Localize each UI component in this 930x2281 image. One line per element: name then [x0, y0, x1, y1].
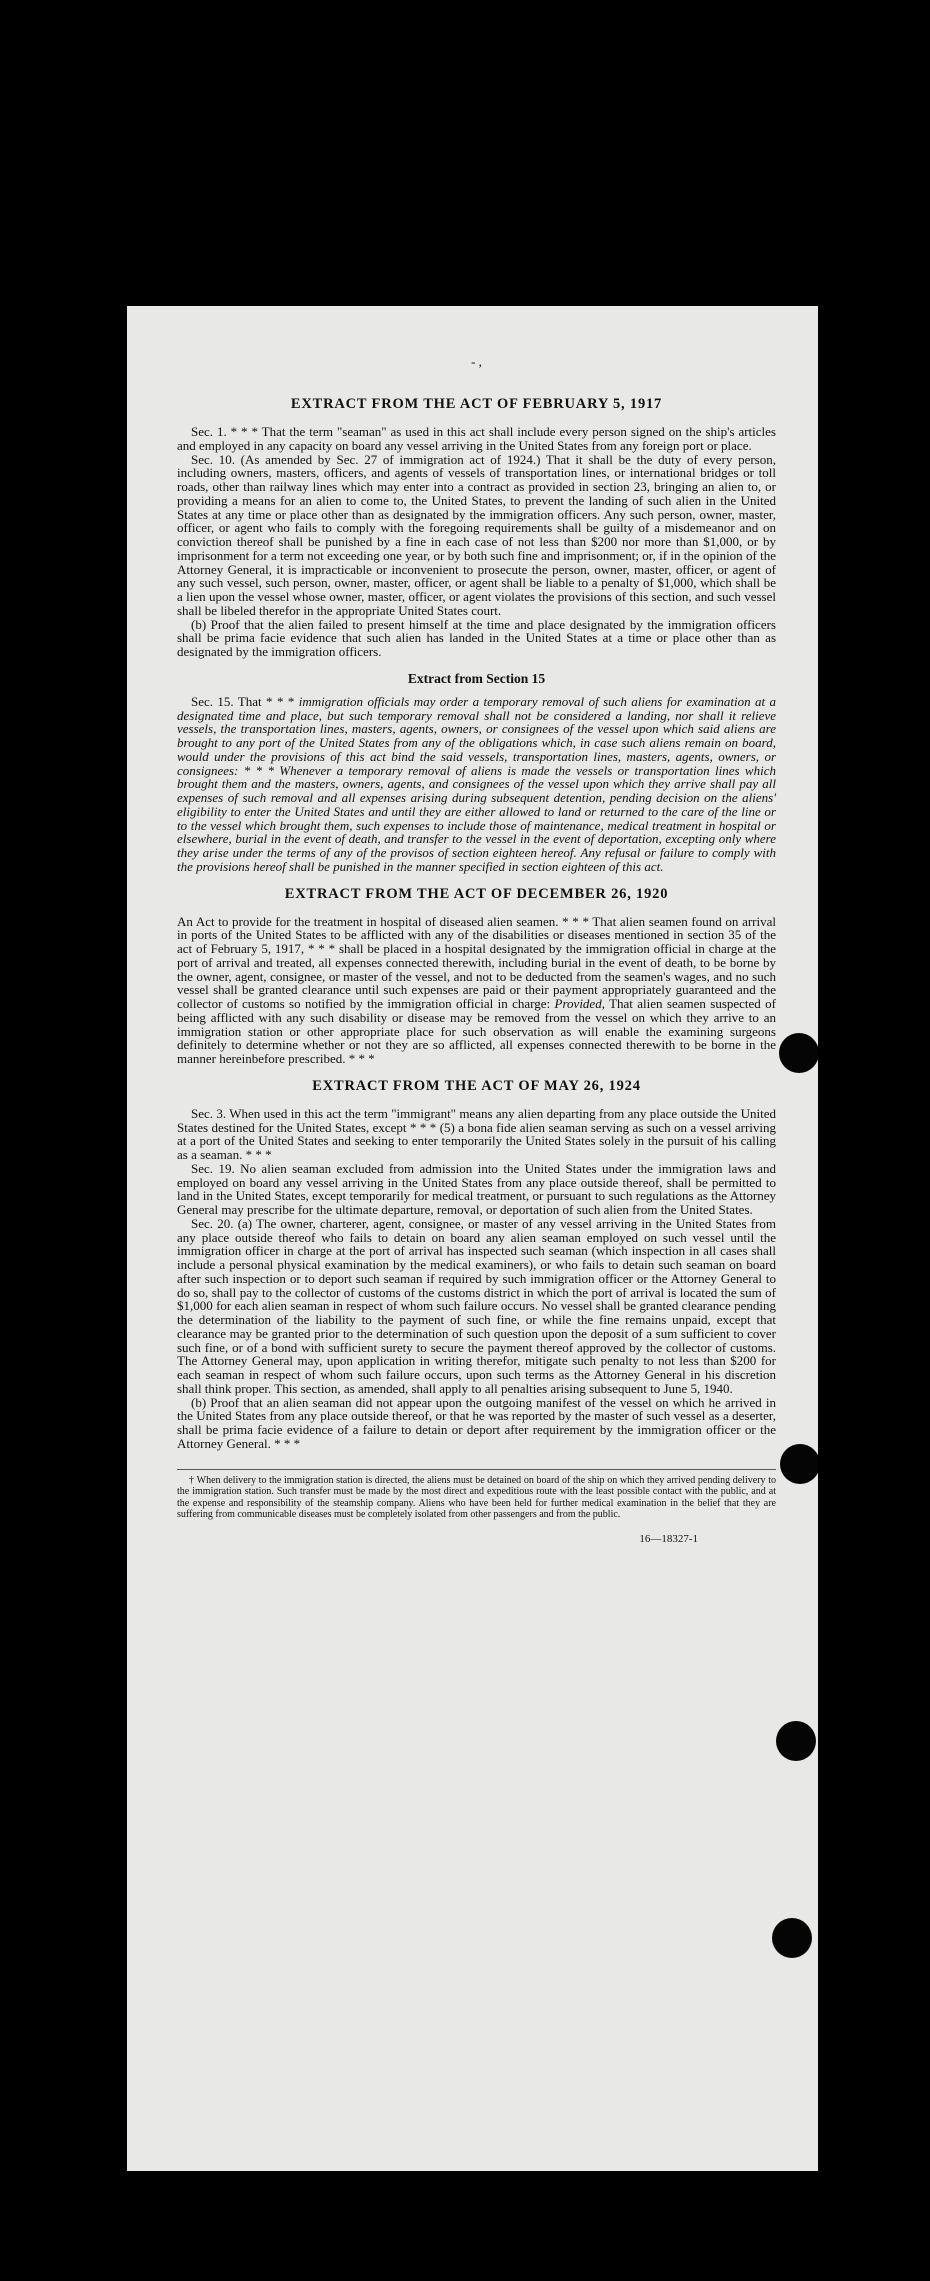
- footnote: † When delivery to the immigration station is directed, the aliens must be detained on board of the ship on which they arrived pending delivery to the immigration station. Such transfer must be made by the most direct and expeditious route with the least possible contact with the public, and at the expense and responsibility of the steamship company. Aliens who have been held for further medical examination in the belief that they are suffering from communicable diseases must be completely isolated from other passengers and from the public.: [177, 1469, 776, 1521]
- section-15-intro: Sec. 15. That * * *: [191, 693, 299, 709]
- heading-section-15: Extract from Section 15: [407, 670, 546, 686]
- section-15: [177, 695, 776, 874]
- section-20: Sec. 20. (a) The owner, charterer, agent, consignee, or master of any vessel arriving in the United States from any place outside thereof who fails to detain on board any alien seaman employed on such vessel until the immigration officer in charge at the port of arrival has inspected such seaman (which inspection in all cases shall include a personal physical examination by the medical examiners), or who fails to detain such seaman on board after such inspection or to deport such seaman if required by such immigration officer or the Attorney General to do so, shall pay to the collector of customs of the customs district in which the port of arrival is located the sum of $1,000 for each alien seaman in respect of whom such failure occurs. No vessel shall be granted clearance pending the determination of the liability to the payment of such fine, or while the fine remains unpaid, except that clearance may be granted prior to the determination of such question upon the deposit of a sum sufficient to cover such fine, or of a bond with sufficient surety to secure the payment thereof approved by the collector of customs. The Attorney General may, upon application in writing therefor, mitigate such penalty to not less than $200 for each seaman in respect of whom such failure occurs, upon such terms as the Attorney General in his discretion shall think proper. This section, as amended, shall apply to all penalties arising subsequent to June 5, 1940.: [177, 1215, 776, 1396]
- heading-act-1920: EXTRACT FROM THE ACT OF DECEMBER 26, 1920: [284, 885, 669, 902]
- punch-hole: [772, 1918, 812, 1958]
- act-1920-proviso: Provided,: [554, 996, 605, 1011]
- punch-hole: [776, 1721, 816, 1761]
- act-1920-rest: That alien seamen suspected of being afflicted with any such disability or disease may be removed from the vessel on which they arrive to an immigration station or other appropriate place for such observation as will enable the examining surgeons definitely to determine whether or not they are so afflicted, all expenses connected therewith to be borne in the manner hereinbefore prescribed. * * *: [177, 996, 776, 1066]
- heading-act-1924: EXTRACT FROM THE ACT OF MAY 26, 1924: [312, 1077, 641, 1094]
- act-1920-intro: An Act to provide for the treatment in hospital of diseased alien seamen. * * * That alien seamen found on arrival in ports of the United States to be afflicted with any of the disabilities or diseases mentioned in section 35 of the act of February 5, 1917, * * * shall be placed in a hospital designated by the immigration official in charge at the port of arrival and treated, all expenses connected therewith, including burial in the event of death, to be borne by the owner, agent, consignee, or master of the vessel, and not to be deducted from the seamen's wages, and no such vessel shall be granted clearance until such expenses are paid or their payment appropriately guaranteed and the collector of customs so notified by the immigration official in charge:: [177, 913, 776, 1011]
- section-20b: (b) Proof that an alien seaman did not appear upon the outgoing manifest of the vessel on which he arrived in the United States from any place outside thereof, or that he was reported by the master of such vessel as a deserter, shall be prima facie evidence of a failure to detain or deport after requirement by the immigration officer or the Attorney General. * * *: [177, 1394, 776, 1451]
- section-1: Sec. 1. * * * That the term "seaman" as used in this act shall include every person signed on the ship's articles and employed in any capacity on board any vessel arriving in the United States from any foreign port or place.: [177, 424, 776, 453]
- document-page: [127, 306, 818, 2171]
- heading-act-1917: EXTRACT FROM THE ACT OF FEBRUARY 5, 1917: [290, 396, 663, 412]
- print-code: 16—18327-1: [639, 1532, 698, 1545]
- section-15-italic: immigration officials may order a temporary removal of such aliens for examination at a designated time and place, but such temporary removal shall not be considered a landing, nor shall it relieve vessels, the transportation lines, masters, agents, owners, or consignees of the vessel upon which said aliens are brought to any port of the United States from any of the obligations which, in case such aliens remain on board, would under the provisions of this act bind the said vessels, transportation lines, masters, agents, owners, or consignees: * * * Whenever a temporary removal of aliens is made the vessels or transportation lines which brought them and the masters, owners, agents, and consignees of the vessel upon which they arrive shall pay all expenses of such removal and all expenses arising during subsequent detention, pending decision on the aliens' eligibility to enter the United States and until they are either allowed to land or returned to the care of the line or to the vessel which brought them, such expenses to include those of maintenance, medical treatment in hospital or elsewhere, burial in the event of death, and transfer to the vessel in the event of deportation, excepting only where they arise under the terms of any of the provisos of section eighteen hereof. Any refusal or failure to comply with the provisions hereof shall be punished in the manner specified in section eighteen of this act.: [177, 693, 777, 874]
- section-10b: (b) Proof that the alien failed to present himself at the time and place designated by the immigration officers shall be prima facie evidence that such alien has landed in the United States at a time or place other than as designated by the immigration officers.: [177, 616, 776, 659]
- punch-hole: [780, 1444, 818, 1484]
- section-19: Sec. 19. No alien seaman excluded from admission into the United States under the immigration laws and employed on board any vessel arriving in the United States from any place outside thereof, shall be permitted to land in the United States, except temporarily for medical treatment, or pursuant to such regulations as the Attorney General may prescribe for the ultimate departure, removal, or deportation of such alien from the United States.: [177, 1160, 776, 1217]
- punch-hole: [779, 1033, 818, 1073]
- act-1920-text: [177, 915, 776, 1066]
- section-10: Sec. 10. (As amended by Sec. 27 of immigration act of 1924.) That it shall be the duty of every person, including owners, masters, officers, and agents of vessels of transportation lines, or international bridges or toll roads, other than railway lines which may enter into a contract as provided in section 23, bringing an alien to, or providing a means for an alien to come to, the United States, to prevent the landing of such alien in the United States at any time or place other than as designated by the immigration officers. Any such person, owner, master, officer, or agent who fails to comply with the foregoing requirements shall be guilty of a misdemeanor and on conviction thereof shall be punished by a fine in each case of not less than $200 nor more than $1,000, or by imprisonment for a term not exceeding one year, or by both such fine and imprisonment; or, if in the opinion of the Attorney General, it is impracticable or inconvenient to prosecute the person, owner, master, officer, or agent of any such vessel, such person, owner, master, officer, or agent shall be liable to a penalty of $1,000, which shall be a lien upon the vessel whose owner, master, officer, or agent violates the provisions of this section, and such vessel shall be libeled therefor in the appropriate United States court.: [177, 451, 776, 618]
- top-marks: - ,: [471, 354, 482, 369]
- section-3: Sec. 3. When used in this act the term "immigrant" means any alien departing from any place outside the United States destined for the United States, except * * * (5) a bona fide alien seaman serving as such on a vessel arriving at a port of the United States and seeking to enter temporarily the United States solely in the pursuit of his calling as a seaman. * * *: [177, 1105, 776, 1162]
